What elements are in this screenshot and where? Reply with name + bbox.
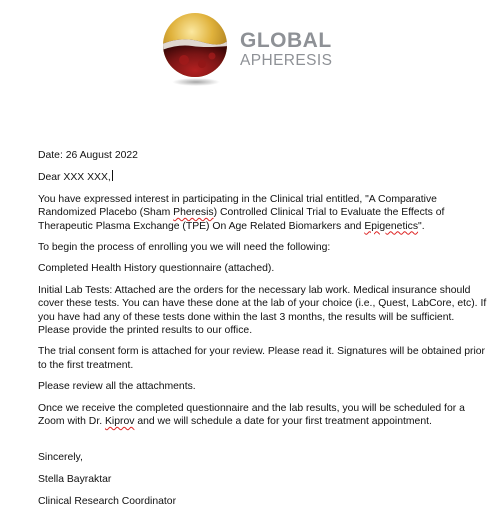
brand-word-apheresis: APHERESIS — [240, 52, 333, 69]
brand-wordmark — [240, 30, 332, 69]
brand-word-global: GLOBAL — [240, 29, 332, 52]
letter-salutation — [38, 170, 488, 184]
para7-text-c: and we will schedule a date for your first treatment appointment. — [134, 416, 432, 428]
paragraph-questionnaire: Completed Health History questionnaire (attached). — [38, 263, 275, 275]
para1-spellcheck-word: Pheresis — [173, 207, 214, 219]
paragraph-consent: The trial consent form is attached for your review. Please read it. Signatures will be obtained prior to the first treatment. — [38, 346, 486, 371]
global-apheresis-logo — [162, 12, 342, 90]
paragraph-trial-interest — [38, 193, 488, 233]
paragraph-review: Please review all the attachments. — [38, 381, 196, 393]
para1-text-a: You have expressed interest in participating in the Clinical trial entitled, "A Comparative Randomized Placebo (Sham — [38, 193, 437, 219]
para7-text-a: Once we receive the completed questionnaire and the lab results, you will be scheduled for a Zoom with Dr. — [38, 402, 465, 428]
para1-text-e: ". — [418, 220, 425, 232]
signer-name: Stella Bayraktar — [38, 473, 112, 485]
para7-spellcheck-word: Kiprov — [104, 416, 135, 428]
letter-date: Date: 26 August 2022 — [38, 150, 138, 161]
paragraph-lab-tests: Initial Lab Tests: Attached are the orders for the necessary lab work. Medical insurance should cover these tests. You can have these done at the lab of your choice (i.e., Quest, LabCore, etc). If you have had any of these tests done within the last 3 months, the results will be sufficient. Please provide the printed results to our office. — [38, 284, 487, 337]
text-cursor — [112, 170, 113, 181]
paragraph-next-steps — [38, 402, 488, 429]
signer-title: Clinical Research Coordinator — [38, 496, 177, 508]
closing: Sincerely, — [38, 451, 83, 463]
para1-spellcheck-word-2: Epigenetics — [364, 220, 419, 232]
letter-body — [38, 149, 488, 518]
paragraph-enroll-intro: To begin the process of enrolling you we will need the following: — [38, 242, 331, 254]
logo-shadow — [172, 78, 220, 86]
logo-sphere-icon — [162, 12, 228, 78]
para1-text-c: ) Controlled Clinical Trial to Evaluate the Effects of Therapeutic Plasma Exchange (TPE) On Age Related Biomarkers and — [38, 207, 445, 232]
salutation-text: Dear XXX XXX, — [38, 172, 111, 184]
